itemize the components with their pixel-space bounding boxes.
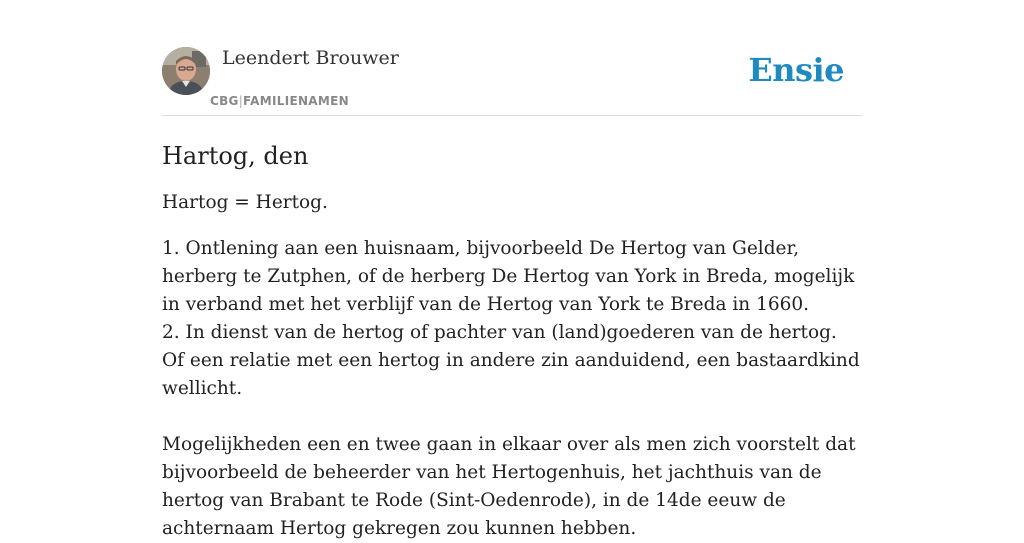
category-source-link[interactable]: CBG bbox=[210, 94, 239, 108]
article-intro: Hartog = Hertog. bbox=[162, 192, 328, 213]
article-paragraph-3: Mogelijkheden een en twee gaan in elkaar over als men zich voorstelt dat bijvoorbeeld de beheerder van het Hertogenhuis, het jachthuis van de hertog van Brabant te Rode (Sint-Oedenrode), in de 14de eeuw de achternaam Hertog gekregen zou kunnen hebben. bbox=[162, 434, 856, 539]
avatar-image bbox=[162, 47, 210, 95]
header bbox=[162, 0, 862, 116]
category-breadcrumb bbox=[210, 93, 349, 109]
article-paragraph-1: 1. Ontlening aan een huisnaam, bijvoorbeeld De Hertog van Gelder, herberg te Zutphen, of de herberg De Hertog van York in Breda, mogelijk in verband met het verblijf van de Hertog van York te Breda in 1660. bbox=[162, 238, 855, 315]
page-container bbox=[162, 0, 862, 543]
article-paragraph-2: 2. In dienst van de hertog of pachter van (land)goederen van de hertog. Of een relatie met een hertog in andere zin aanduidend, een bastaardkind wellicht. bbox=[162, 322, 860, 399]
category-link[interactable]: FAMILIENAMEN bbox=[243, 94, 349, 108]
author-name[interactable]: Leendert Brouwer bbox=[222, 47, 399, 69]
breadcrumb-separator: | bbox=[238, 94, 244, 108]
author-avatar[interactable] bbox=[162, 47, 210, 95]
ensie-logo[interactable]: Ensie bbox=[748, 51, 844, 89]
page-title: Hartog, den bbox=[162, 142, 309, 170]
